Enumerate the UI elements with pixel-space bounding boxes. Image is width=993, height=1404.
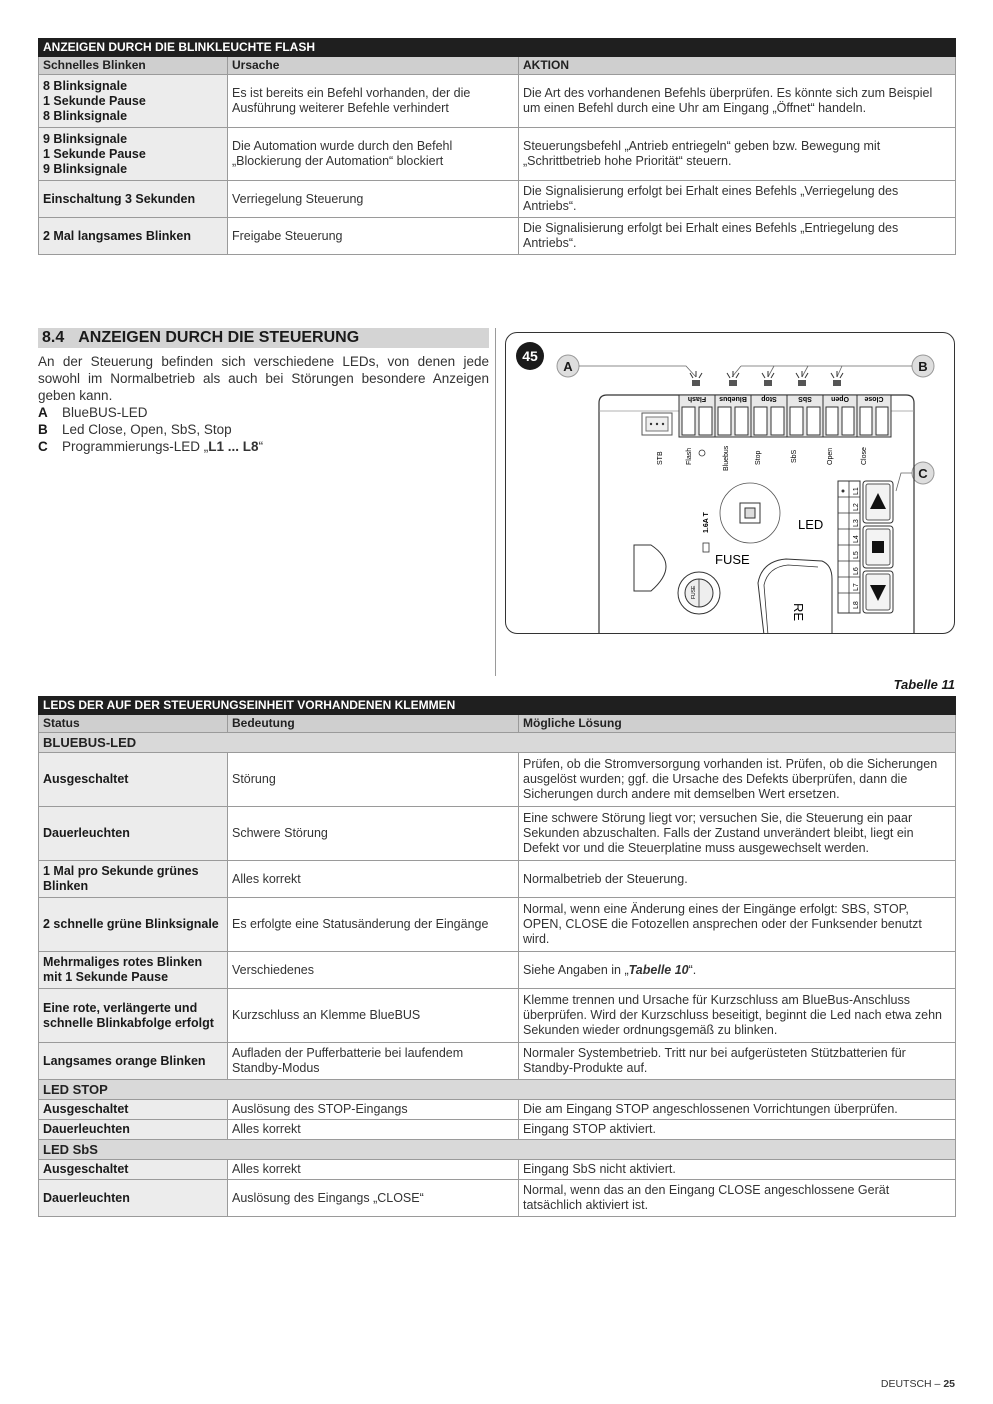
- led-text: LED: [798, 517, 824, 532]
- callout-b-label: B: [918, 359, 928, 374]
- label-close: Close: [861, 447, 868, 465]
- solution-cell: Normalbetrieb der Steuerung.: [519, 861, 956, 898]
- group-header-stop: LED STOP: [39, 1080, 956, 1100]
- meaning-cell: Alles korrekt: [228, 1160, 519, 1180]
- list-item: [38, 404, 489, 421]
- meaning-cell: Es erfolgte eine Statusänderung der Eingänge: [228, 898, 519, 952]
- terminal-label: Close: [864, 395, 884, 402]
- meaning-cell: Verschiedenes: [228, 952, 519, 989]
- list-text: [62, 438, 263, 455]
- column-header: Schnelles Blinken: [39, 57, 228, 75]
- figure-number: 45: [522, 348, 538, 364]
- solution-cell: Eingang STOP aktiviert.: [519, 1120, 956, 1140]
- table-row: [39, 1120, 956, 1140]
- terminal-label: SbS: [798, 395, 812, 402]
- stop-square-icon: [863, 526, 893, 568]
- column-header: Mögliche Lösung: [519, 715, 956, 733]
- action-cell: Die Signalisierung erfolgt bei Erhalt eines Befehls „Entriegelung des Antriebs“.: [519, 218, 956, 255]
- table-row: [39, 753, 956, 807]
- table-row: [39, 1100, 956, 1120]
- status-cell: Ausgeschaltet: [39, 1160, 228, 1180]
- status-cell: Eine rote, verlängerte und schnelle Blinkabfolge erfolgt: [39, 989, 228, 1043]
- action-cell: Die Art des vorhandenen Befehls überprüfen. Es könnte sich zum Beispiel um einen Befehl durch eine Uhr am Eingang „Öffnet“ handeln.: [519, 75, 956, 128]
- terminal-label: Open: [831, 395, 849, 402]
- led-open-icon: [796, 371, 808, 386]
- lamp-icon: [699, 450, 705, 456]
- fuse-rating: 1.6A T: [703, 512, 710, 533]
- cause-cell: Freigabe Steuerung: [228, 218, 519, 255]
- table-row: [39, 952, 956, 989]
- fuse-text: FUSE: [715, 552, 750, 567]
- meaning-cell: Störung: [228, 753, 519, 807]
- cause-cell: Verriegelung Steuerung: [228, 181, 519, 218]
- solution-cell: Die am Eingang STOP angeschlossenen Vorrichtungen überprüfen.: [519, 1100, 956, 1120]
- led-sbs-icon: [762, 371, 774, 386]
- meaning-cell: Aufladen der Pufferbatterie bei laufendem Standby-Modus: [228, 1043, 519, 1080]
- status-cell: Ausgeschaltet: [39, 753, 228, 807]
- terminal-label: Bluebus: [719, 395, 747, 402]
- terminal-block-bluebus: [715, 395, 751, 437]
- led-close-icon: [831, 371, 843, 386]
- meaning-cell: Schwere Störung: [228, 807, 519, 861]
- list-text-pre: Programmierungs-LED „: [62, 439, 209, 454]
- label-bluebus: Bluebus: [723, 445, 730, 471]
- list-item: [38, 421, 489, 438]
- table-row: [39, 181, 956, 218]
- label-open: Open: [827, 447, 834, 465]
- list-text-bold: L1 ... L8: [208, 439, 259, 454]
- led-stop-icon: [727, 371, 739, 386]
- list-key: C: [38, 439, 48, 454]
- list-key: B: [38, 422, 48, 437]
- meaning-cell: Alles korrekt: [228, 861, 519, 898]
- table-row: [39, 128, 956, 181]
- footer-language: DEUTSCH –: [880, 1378, 944, 1390]
- page-number: 25: [943, 1378, 955, 1390]
- led-label-l7: L7: [853, 583, 860, 591]
- solution-cell: Normal, wenn das an den Eingang CLOSE angeschlossene Gerät tatsächlich aktiviert ist.: [519, 1180, 956, 1217]
- status-cell: Einschaltung 3 Sekunden: [39, 181, 228, 218]
- label-sbs: SbS: [791, 449, 798, 463]
- status-cell: 8 Blinksignale 1 Sekunde Pause 8 Blinksignale: [39, 75, 228, 128]
- page-footer: [881, 1378, 955, 1390]
- led-indications-table: [38, 696, 956, 1217]
- action-cell: Die Signalisierung erfolgt bei Erhalt eines Befehls „Verriegelung des Antriebs“.: [519, 181, 956, 218]
- led-label-l8: L8: [853, 601, 860, 609]
- solution-cell: [519, 952, 956, 989]
- solution-text-pre: Siehe Angaben in „: [523, 962, 629, 977]
- table-reference-link[interactable]: Tabelle 10: [628, 962, 689, 977]
- table-row: [39, 1160, 956, 1180]
- solution-cell: Normal, wenn eine Änderung eines der Eingänge erfolgt: SBS, STOP, OPEN, CLOSE die Fotozellen ansprechen oder der Funksender benutzt wird.: [519, 898, 956, 952]
- arrow-down-icon: [863, 571, 893, 613]
- column-header: Ursache: [228, 57, 519, 75]
- status-cell: 1 Mal pro Sekunde grünes Blinken: [39, 861, 228, 898]
- solution-cell: Eingang SbS nicht aktiviert.: [519, 1160, 956, 1180]
- meaning-cell: Auslösung des Eingangs „CLOSE“: [228, 1180, 519, 1217]
- section-title: ANZEIGEN DURCH DIE STEUERUNG: [78, 329, 360, 346]
- column-header: AKTION: [519, 57, 956, 75]
- section-intro: An der Steuerung befinden sich verschiedene LEDs, von denen jede sowohl im Normalbetrieb als auch bei Störungen besondere Anzeigen geben kann.: [38, 354, 489, 403]
- table-row: [39, 898, 956, 952]
- list-item: [38, 438, 489, 455]
- label-flash: Flash: [686, 447, 693, 465]
- cause-cell: Die Automation wurde durch den Befehl „Blockierung der Automation“ blockiert: [228, 128, 519, 181]
- control-unit-figure: [505, 332, 955, 634]
- solution-cell: Eine schwere Störung liegt vor; versuchen Sie, die Steuerung ein paar Sekunden abzuschalten. Falls der Zustand unverändert bleibt, liegt ein Defekt vor und die Steuerplatine muss ausgewechselt werden.: [519, 807, 956, 861]
- table-title: ANZEIGEN DURCH DIE BLINKLEUCHTE FLASH: [39, 39, 956, 57]
- status-cell: 2 Mal langsames Blinken: [39, 218, 228, 255]
- led-label-l2: L2: [853, 503, 860, 511]
- arrow-up-icon: [863, 481, 893, 523]
- section-heading: [38, 328, 489, 348]
- table-row: [39, 75, 956, 128]
- table-caption: Tabelle 11: [893, 677, 955, 692]
- meaning-cell: Alles korrekt: [228, 1120, 519, 1140]
- list-text-post: “: [258, 439, 264, 454]
- table-row: [39, 1043, 956, 1080]
- callout-c-label: C: [918, 466, 928, 481]
- table-row: [39, 989, 956, 1043]
- solution-cell: Klemme trennen und Ursache für Kurzschluss am BlueBus-Anschluss überprüfen. Wird der Kurzschluss beseitigt, beginnt die Led nach etwa zehn Sekunden wieder ordnungsgemäß zu blinken.: [519, 989, 956, 1043]
- status-cell: Langsames orange Blinken: [39, 1043, 228, 1080]
- column-divider: [495, 328, 496, 676]
- solution-cell: Normaler Systembetrieb. Tritt nur bei aufgerüsteten Stützbatterien für Standby-Produkte auf.: [519, 1043, 956, 1080]
- terminal-block-stop: [751, 395, 787, 437]
- column-header: Status: [39, 715, 228, 733]
- led-label-l4: L4: [853, 535, 860, 543]
- table-row: [39, 807, 956, 861]
- status-cell: Mehrmaliges rotes Blinken mit 1 Sekunde Pause: [39, 952, 228, 989]
- fuse-cap-label: FUSE: [691, 585, 697, 599]
- status-cell: Ausgeschaltet: [39, 1100, 228, 1120]
- terminal-block-sbs: [787, 395, 823, 437]
- solution-text-post: “.: [688, 962, 697, 977]
- group-header-bluebus: BLUEBUS-LED: [39, 733, 956, 753]
- status-cell: 9 Blinksignale 1 Sekunde Pause 9 Blinksignale: [39, 128, 228, 181]
- led-label-l1: L1: [853, 487, 860, 495]
- meaning-cell: Auslösung des STOP-Eingangs: [228, 1100, 519, 1120]
- flash-indications-table: [38, 38, 956, 255]
- solution-cell: Prüfen, ob die Stromversorgung vorhanden ist. Prüfen, ob die Sicherungen ausgelöst wurden; ggf. die Ursache des Defekts überprüfen, dann die Sicherungen durch andere mit demselben Wert ersetzen.: [519, 753, 956, 807]
- table-row: [39, 218, 956, 255]
- list-text: Led Close, Open, SbS, Stop: [62, 422, 232, 437]
- led-label-l3: L3: [853, 519, 860, 527]
- table-row: [39, 861, 956, 898]
- label-stb: STB: [657, 451, 664, 465]
- status-cell: 2 schnelle grüne Blinksignale: [39, 898, 228, 952]
- led-label-l6: L6: [853, 567, 860, 575]
- led-bluebus-icon: [690, 371, 702, 386]
- section-number: 8.4: [42, 329, 65, 346]
- table-title: LEDS DER AUF DER STEUERUNGSEINHEIT VORHANDENEN KLEMMEN: [39, 697, 956, 715]
- list-text: BlueBUS-LED: [62, 405, 148, 420]
- terminal-label: Stop: [761, 395, 777, 402]
- section-body: [38, 353, 489, 455]
- callout-a-label: A: [563, 359, 573, 374]
- action-cell: Steuerungsbefehl „Antrieb entriegeln“ geben bzw. Bewegung mit „Schrittbetrieb hohe Priorität“ steuern.: [519, 128, 956, 181]
- label-stop: Stop: [755, 450, 762, 465]
- group-header-sbs: LED SbS: [39, 1140, 956, 1160]
- table-row: [39, 1180, 956, 1217]
- column-header: Bedeutung: [228, 715, 519, 733]
- terminal-label: Flash: [687, 395, 707, 402]
- meaning-cell: Kurzschluss an Klemme BlueBUS: [228, 989, 519, 1043]
- led-label-l5: L5: [853, 551, 860, 559]
- relay-label: RE: [791, 603, 806, 622]
- status-cell: Dauerleuchten: [39, 807, 228, 861]
- cause-cell: Es ist bereits ein Befehl vorhanden, der die Ausführung weiterer Befehle verhindert: [228, 75, 519, 128]
- status-cell: Dauerleuchten: [39, 1180, 228, 1217]
- list-key: A: [38, 405, 48, 420]
- terminal-block-open: [823, 395, 857, 437]
- terminal-block-flash: [679, 395, 715, 437]
- status-cell: Dauerleuchten: [39, 1120, 228, 1140]
- terminal-block-close: [857, 395, 891, 437]
